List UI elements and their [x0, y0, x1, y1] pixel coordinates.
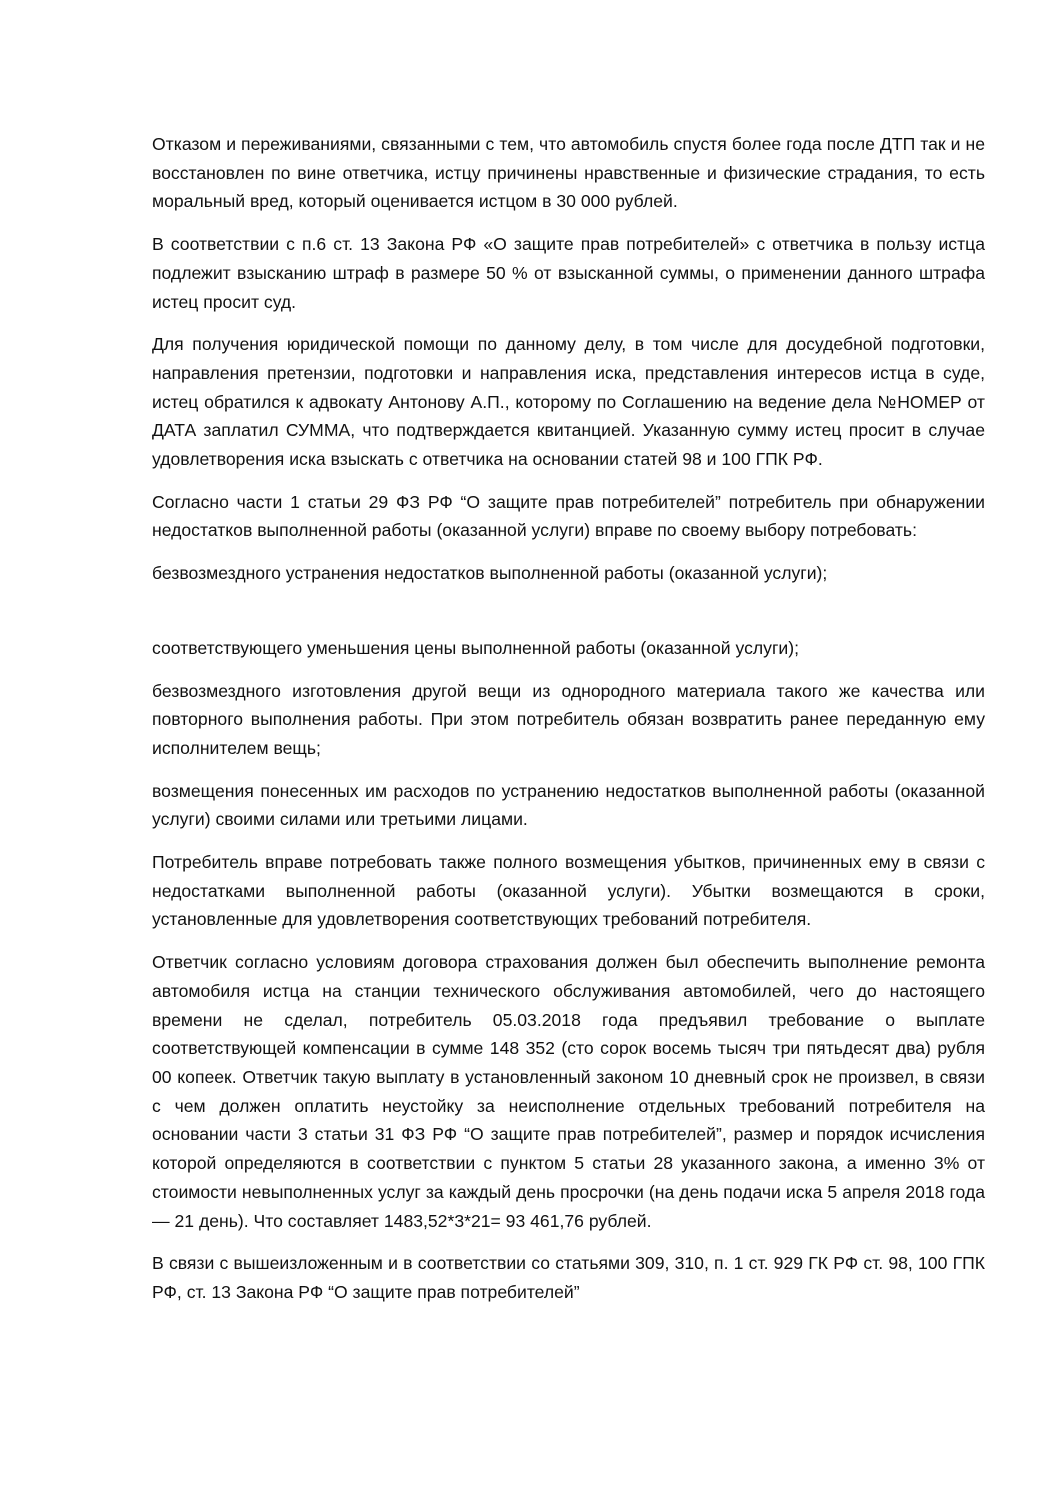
paragraph-legal-basis: В связи с вышеизложенным и в соответствии со статьями 309, 310, п. 1 ст. 929 ГК РФ ст. 98, 100 ГПК РФ, ст. 13 Закона РФ “О защите прав потребителей” — [152, 1253, 985, 1302]
paragraph-consumer-rights: Согласно части 1 статьи 29 ФЗ РФ “О защите прав потребителей” потребитель при обнаружении недостатков выполненной работы (оказанной услуги) вправе по своему выбору потребовать: — [152, 491, 985, 541]
document-body — [152, 130, 985, 1307]
paragraph-fine: В соответствии с п.6 ст. 13 Закона РФ «О защите прав потребителей» с ответчика в пользу истца подлежит взысканию штраф в размере 50 % от взысканной суммы, о применении данного штрафа истец просит суд. — [152, 234, 985, 312]
paragraph-penalty-calculation: Ответчик согласно условиям договора страхования должен был обеспечить выполнение ремонта автомобиля истца на станции технического обслуживания автомобилей, чего до настоящего времени не сделал, потребитель 05.03.2018 года предъявил требование о выплате соответствующей компенсации в сумме 148 352 (сто сорок восемь тысяч три пятьдесят два) рубля 00 копеек. Ответчик такую выплату в установленный законом 10 дневный срок не произвел, в связи с чем должен оплатить неустойку за неисполнение отдельных требований потребителя на основании части 3 статьи 31 ФЗ РФ “О защите прав потребителей”, размер и порядок исчисления которой определяются в соответствии с пунктом 5 статьи 28 указанного закона, а именно 3% от стоимости невыполненных услуг за каждый день просрочки (на день подачи иска 5 апреля 2018 года — 21 день). Что составляет 1483,52*3*21= 93 461,76 рублей. — [152, 952, 985, 1231]
paragraph-option-replacement: безвозмездного изготовления другой вещи из однородного материала такого же качества или повторного выполнения работы. При этом потребитель обязан возвратить ранее переданную ему исполнителем вещь; — [152, 680, 985, 758]
paragraph-losses: Потребитель вправе потребовать также полного возмещения убытков, причиненных ему в связи с недостатками выполненной работы (оказанной услуги). Убытки возмещаются в сроки, установленные для удовлетворения соответствующих требований потребителя. — [152, 852, 985, 930]
paragraph-option-price-reduction: соответствующего уменьшения цены выполненной работы (оказанной услуги); — [152, 637, 799, 658]
paragraph-moral-damage: Отказом и переживаниями, связанными с тем, что автомобиль спустя более года после ДТП так и не восстановлен по вине ответчика, истцу причинены нравственные и физические страдания, то есть моральный вред, который оценивается истцом в 30 000 рублей. — [152, 134, 985, 212]
paragraph-option-repair: безвозмездного устранения недостатков выполненной работы (оказанной услуги); — [152, 563, 828, 584]
paragraph-legal-fees: Для получения юридической помощи по данному делу, в том числе для досудебной подготовки, направления претензии, подготовки и направления иска, представления интересов истца в суде, истец обратился к адвокату Антонову А.П., которому по Соглашению на ведение дела №НОМЕР от ДАТА заплатил СУММА, что подтверждается квитанцией. Указанную сумму истец просит в случае удовлетворения иска взыскать с ответчика на основании статей 98 и 100 ГПК РФ. — [152, 334, 985, 470]
paragraph-option-reimbursement: возмещения понесенных им расходов по устранению недостатков выполненной работы (оказанной услуги) своими силами или третьими лицами. — [152, 780, 985, 830]
